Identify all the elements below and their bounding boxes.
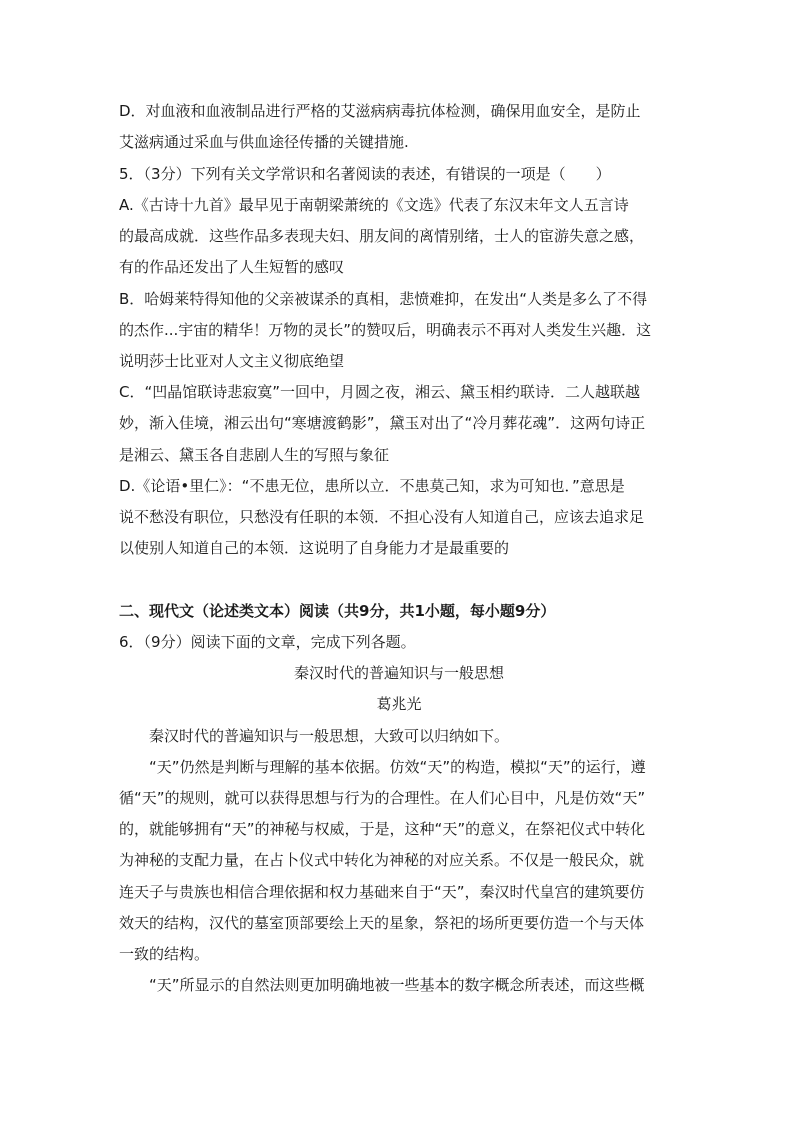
article-paragraph-1: 秦汉时代的普遍知识与一般思想，大致可以归纳如下。 [119,727,510,745]
q4-option-d-line-1: D．对血液和血液制品进行严格的艾滋病病毒抗体检测，确保用血安全，是防止 [119,102,641,120]
section-heading: 二、现代文（论述类文本）阅读（共9分，共1小题，每小题9分） [119,602,556,620]
q5-option-c-line-2: 妙，渐入佳境，湘云出句“寒塘渡鹤影”，黛玉对出了“冷月葬花魂”．这两句诗正 [119,414,646,432]
q5-option-d-line-3: 以使别人知道自己的本领．这说明了自身能力才是最重要的 [119,539,510,557]
article-author: 葛兆光 [376,695,422,713]
article-title: 秦汉时代的普遍知识与一般思想 [293,664,504,682]
q5-option-b-line-1: B．哈姆莱特得知他的父亲被谋杀的真相，悲愤难抑，在发出“人类是多么了不得 [119,290,648,308]
article-paragraph-2-line-3: 的，就能够拥有“天”的神秘与权威，于是，这种“天”的意义，在祭祀仪式中转化 [119,820,646,838]
q5-option-a-line-1: A.《古诗十九首》最早见于南朝梁萧统的《文选》代表了东汉末年文人五言诗 [119,196,629,214]
article-paragraph-2-line-4: 为神秘的支配力量，在占卜仪式中转化为神秘的对应关系。不仅是一般民众，就 [119,851,645,869]
q6-stem: 6．（9分）阅读下面的文章，完成下列各题。 [119,633,416,651]
q5-option-a-line-2: 的最高成就．这些作品多表现夫妇、朋友间的离情别绪，士人的宦游失意之感， [119,227,645,245]
q5-option-c-line-3: 是湘云、黛玉各自悲剧人生的写照与象征 [119,446,390,464]
q5-option-b-line-3: 说明莎士比亚对人文主义彻底绝望 [119,352,345,370]
article-paragraph-2-line-7: 一致的结构。 [119,945,210,963]
q5-option-d-line-1: D.《论语•里仁》：“不患无位，患所以立．不患莫己知，求为可知也．”意思是 [119,477,625,495]
q5-option-c-line-1: C．“凹晶馆联诗悲寂寞”一回中，月圆之夜，湘云、黛玉相约联诗．二人越联越 [119,383,641,401]
article-paragraph-2-line-2: 循“天”的规则，就可以获得思想与行为的合理性。在人们心目中，凡是仿效“天” [119,789,646,807]
article-paragraph-2-line-6: 效天的结构，汉代的墓室顶部要绘上天的星象，祭祀的场所更要仿造一个与天体 [119,914,645,932]
article-paragraph-2-line-5: 连天子与贵族也相信合理依据和权力基础来自于“天”，秦汉时代皇宫的建筑要仿 [119,883,645,901]
q5-option-d-line-2: 说不愁没有职位，只愁没有任职的本领．不担心没有人知道自己，应该去追求足 [119,508,645,526]
q5-stem: 5．（3分）下列有关文学常识和名著阅读的表述，有错误的一项是（ ） [119,165,611,183]
article-paragraph-3-line-1: “天”所显示的自然法则更加明确地被一些基本的数字概念所表述，而这些概 [119,976,645,994]
q4-option-d-line-2: 艾滋病通过采血与供血途径传播的关键措施. [119,133,409,151]
q5-option-b-line-2: 的杰作...宇宙的精华！万物的灵长”的赞叹后，明确表示不再对人类发生兴趣．这 [119,321,652,339]
q5-option-a-line-3: 有的作品还发出了人生短暂的感叹 [119,258,345,276]
article-paragraph-2-line-1: “天”仍然是判断与理解的基本依据。仿效“天”的构造，模拟“天”的运行，遵 [119,758,646,776]
